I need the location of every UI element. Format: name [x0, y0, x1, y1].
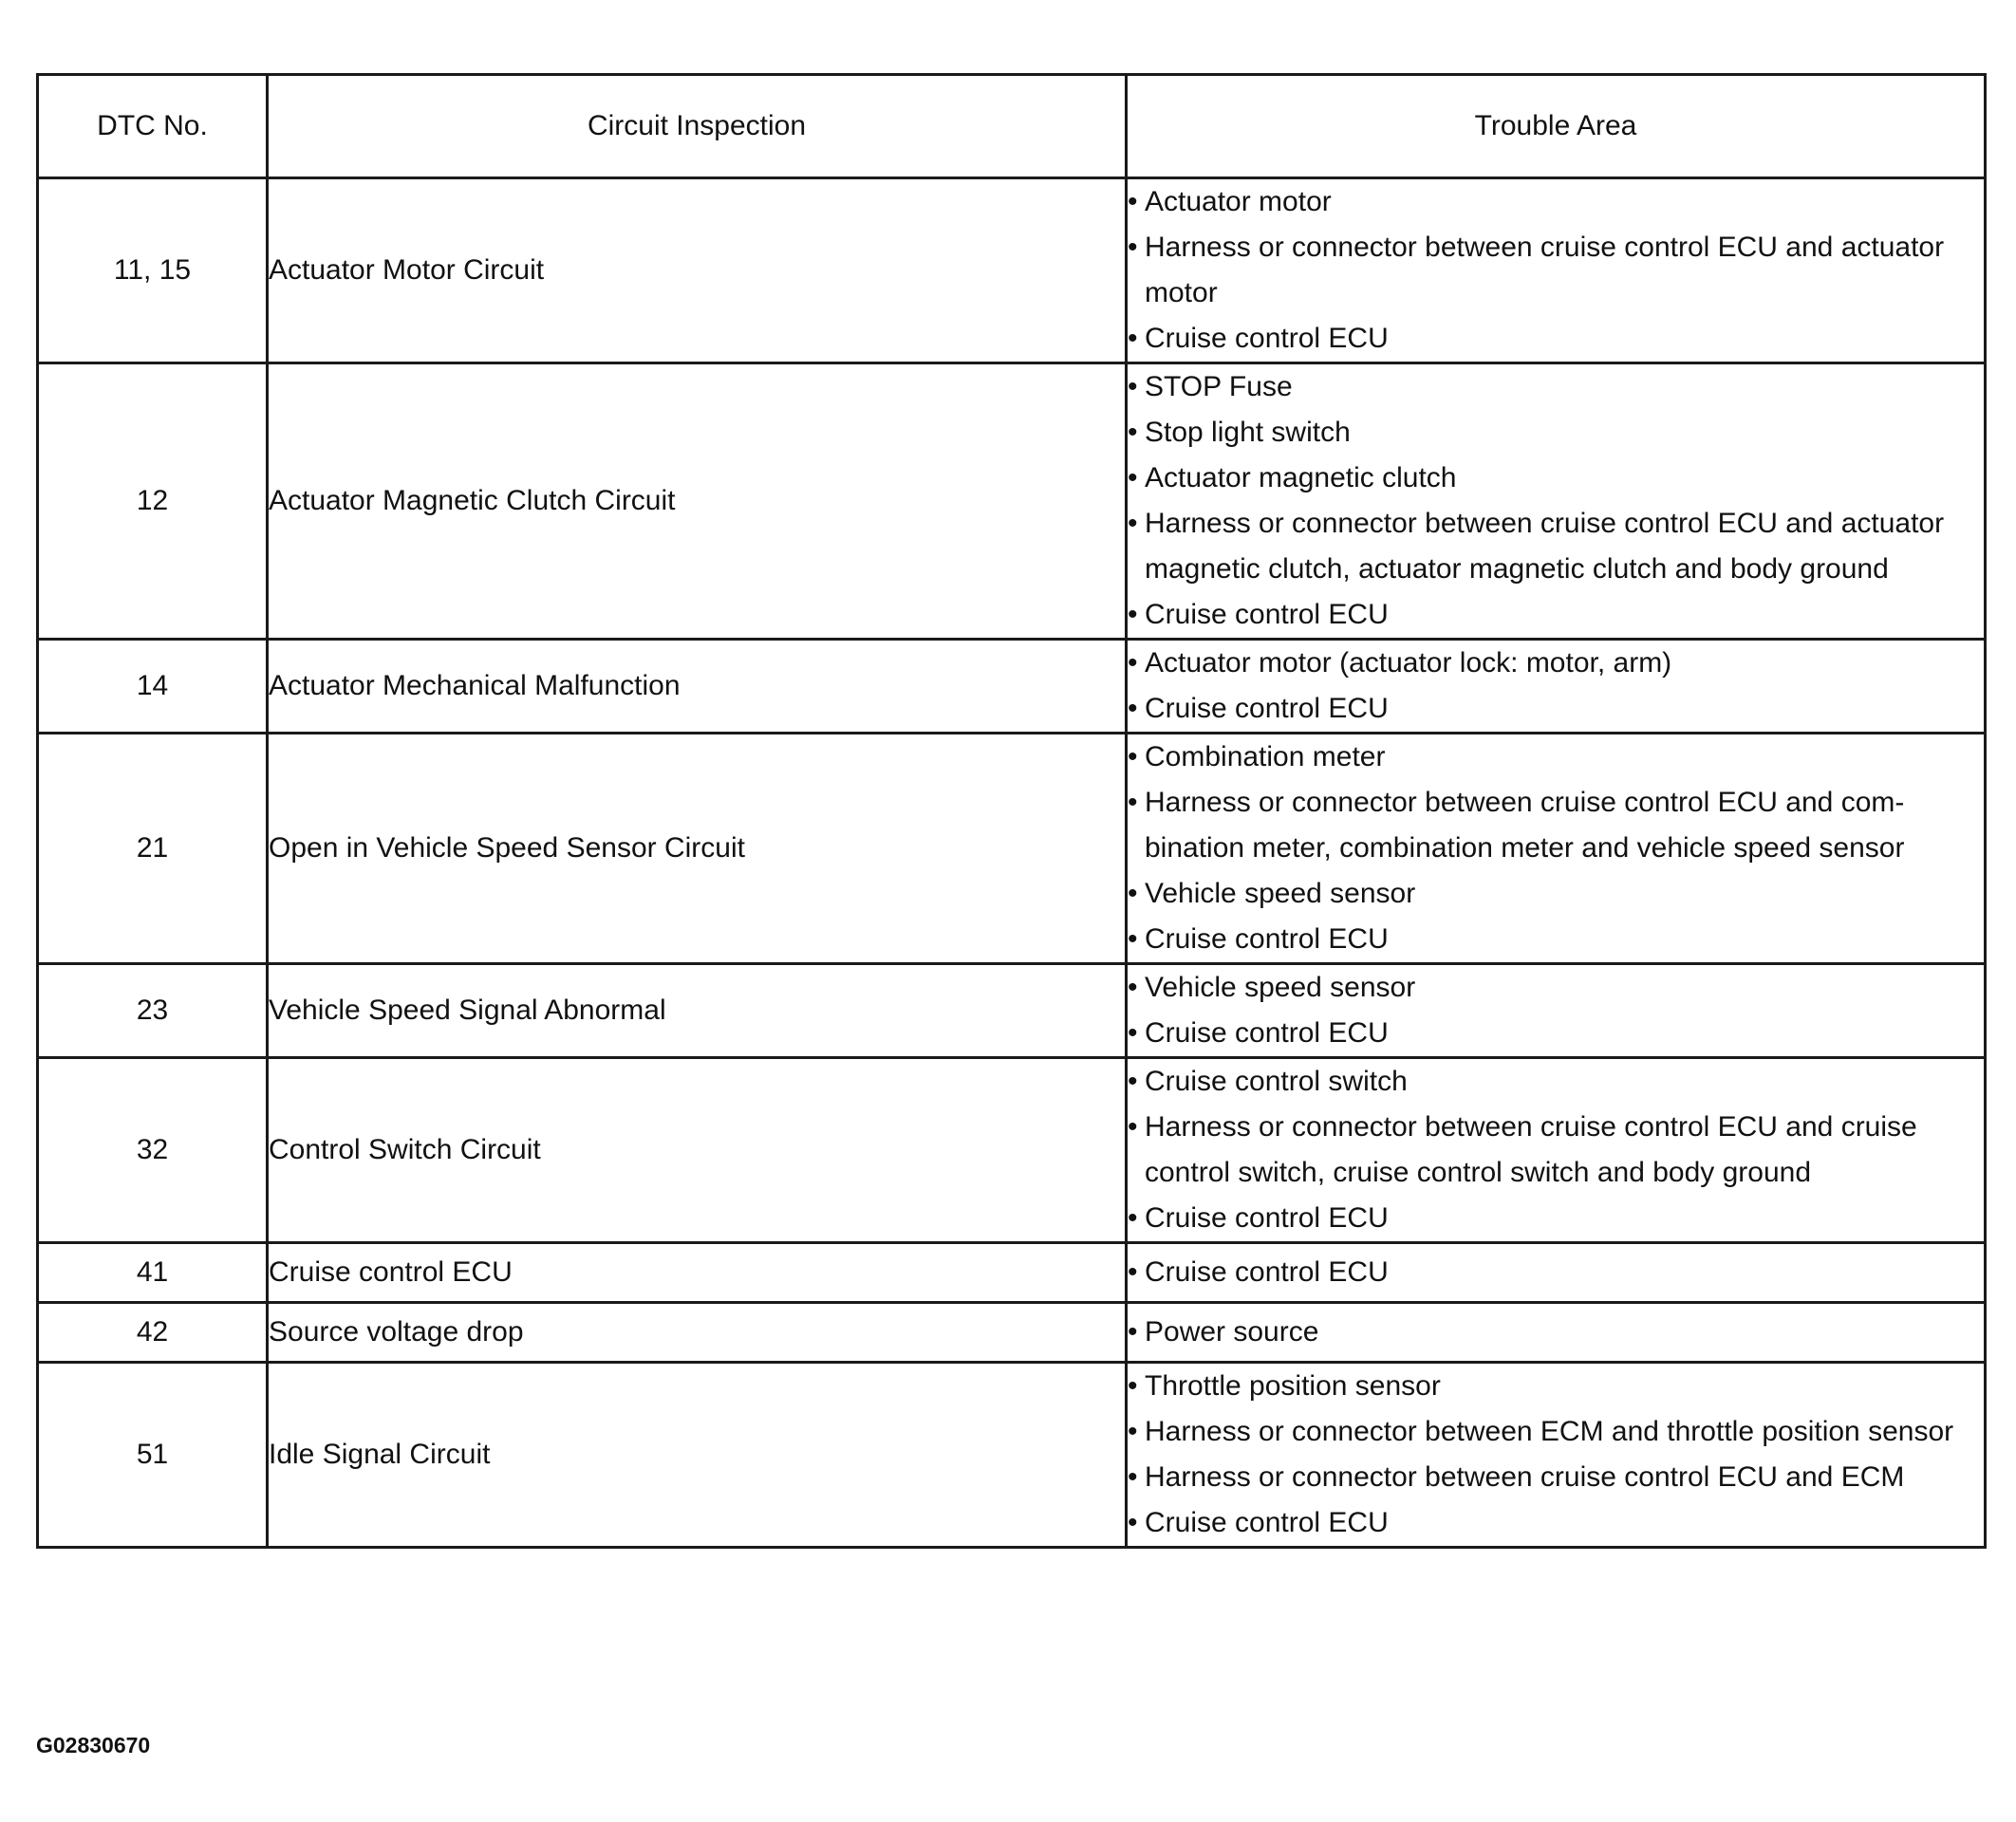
trouble-item: • Cruise control ECU [1128, 1011, 1984, 1056]
trouble-item: • Stop light switch [1128, 410, 1984, 456]
trouble-list [1128, 641, 1984, 732]
trouble-list [1128, 179, 1984, 362]
trouble-item: • Vehicle speed sensor [1128, 965, 1984, 1011]
dtc-cell: 51 [38, 1363, 268, 1548]
trouble-item: • Harness or connector between cruise control ECU and actuator magnetic clutch, actuator magnetic clutch and body ground [1128, 501, 1984, 592]
table-row [38, 734, 1986, 964]
figure-code: G02830670 [36, 1733, 151, 1757]
trouble-cell [1127, 1363, 1986, 1548]
trouble-item: • Cruise control switch [1128, 1059, 1984, 1105]
circuit-cell: Idle Signal Circuit [268, 1363, 1127, 1548]
table-row [38, 363, 1986, 640]
trouble-item: • Power source [1128, 1310, 1984, 1355]
trouble-cell [1127, 363, 1986, 640]
table-row [38, 640, 1986, 734]
trouble-list [1128, 1250, 1984, 1295]
circuit-cell: Cruise control ECU [268, 1243, 1127, 1303]
dtc-cell: 21 [38, 734, 268, 964]
circuit-cell: Control Switch Circuit [268, 1058, 1127, 1243]
header-dtc-no: DTC No. [38, 75, 268, 178]
header-row [38, 75, 1986, 178]
trouble-item: • Cruise control ECU [1128, 1250, 1984, 1295]
dtc-cell: 41 [38, 1243, 268, 1303]
circuit-cell: Open in Vehicle Speed Sensor Circuit [268, 734, 1127, 964]
trouble-item: • STOP Fuse [1128, 364, 1984, 410]
trouble-item: • Harness or connector between cruise control ECU and com-bination meter, combination meter and vehicle speed sensor [1128, 780, 1984, 871]
table-row [38, 1363, 1986, 1548]
trouble-list [1128, 1310, 1984, 1355]
trouble-item: • Actuator motor [1128, 179, 1984, 225]
trouble-item: • Cruise control ECU [1128, 686, 1984, 732]
trouble-item: • Harness or connector between ECM and throttle position sensor [1128, 1409, 1984, 1455]
trouble-item: • Harness or connector between cruise control ECU and cruise control switch, cruise control switch and body ground [1128, 1105, 1984, 1196]
table-row [38, 1243, 1986, 1303]
table-row [38, 964, 1986, 1058]
trouble-item: • Harness or connector between cruise control ECU and actuator motor [1128, 225, 1984, 316]
dtc-cell: 23 [38, 964, 268, 1058]
trouble-list [1128, 1059, 1984, 1241]
trouble-item: • Throttle position sensor [1128, 1364, 1984, 1409]
trouble-cell [1127, 734, 1986, 964]
dtc-table [36, 73, 1987, 1549]
header-circuit-inspection: Circuit Inspection [268, 75, 1127, 178]
circuit-cell: Vehicle Speed Signal Abnormal [268, 964, 1127, 1058]
trouble-item: • Actuator magnetic clutch [1128, 456, 1984, 501]
dtc-cell: 12 [38, 363, 268, 640]
dtc-cell: 14 [38, 640, 268, 734]
trouble-cell [1127, 178, 1986, 363]
trouble-item: • Combination meter [1128, 734, 1984, 780]
dtc-cell: 42 [38, 1303, 268, 1363]
circuit-cell: Actuator Magnetic Clutch Circuit [268, 363, 1127, 640]
trouble-item: • Harness or connector between cruise control ECU and ECM [1128, 1455, 1984, 1500]
trouble-list [1128, 734, 1984, 962]
header-trouble-area: Trouble Area [1127, 75, 1986, 178]
trouble-item: • Cruise control ECU [1128, 1500, 1984, 1546]
circuit-cell: Actuator Motor Circuit [268, 178, 1127, 363]
table-row [38, 1058, 1986, 1243]
trouble-list [1128, 364, 1984, 638]
trouble-item: • Cruise control ECU [1128, 917, 1984, 962]
trouble-cell [1127, 1243, 1986, 1303]
trouble-list [1128, 965, 1984, 1056]
trouble-item: • Actuator motor (actuator lock: motor, arm) [1128, 641, 1984, 686]
circuit-cell: Source voltage drop [268, 1303, 1127, 1363]
dtc-cell: 32 [38, 1058, 268, 1243]
trouble-list [1128, 1364, 1984, 1546]
trouble-item: • Cruise control ECU [1128, 1196, 1984, 1241]
trouble-cell [1127, 964, 1986, 1058]
trouble-cell [1127, 1303, 1986, 1363]
trouble-cell [1127, 1058, 1986, 1243]
dtc-cell: 11, 15 [38, 178, 268, 363]
trouble-item: • Cruise control ECU [1128, 316, 1984, 362]
trouble-cell [1127, 640, 1986, 734]
table-row [38, 178, 1986, 363]
trouble-item: • Cruise control ECU [1128, 592, 1984, 638]
circuit-cell: Actuator Mechanical Malfunction [268, 640, 1127, 734]
table-row [38, 1303, 1986, 1363]
trouble-item: • Vehicle speed sensor [1128, 871, 1984, 917]
